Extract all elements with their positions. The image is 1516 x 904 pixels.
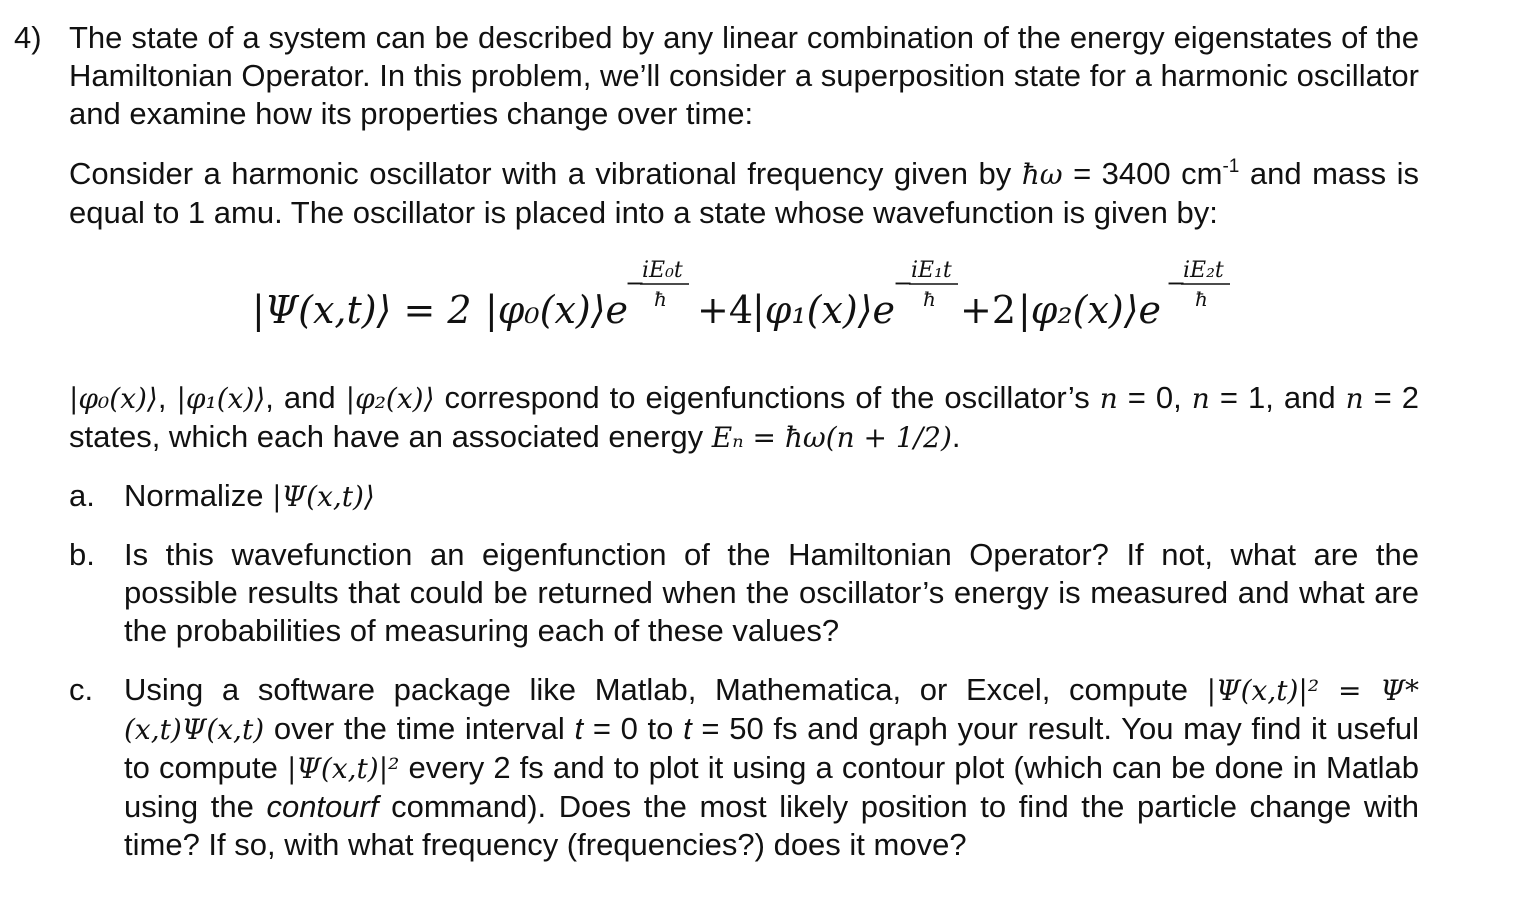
equation-exp2: iE₂t — [1183, 258, 1224, 283]
hbar-omega: ħω — [1021, 158, 1063, 191]
part-c-text-5: every 2 fs and to plot it using a contour plot (which can be done in Matlab using the — [124, 750, 1419, 824]
part-c — [69, 671, 1419, 864]
part-a-math: |Ψ(x,t)⟩ — [272, 480, 375, 513]
eigen-text-1: correspond to eigenfunctions of the oscillator’s — [434, 380, 1100, 415]
time-symbol-1: t — [683, 711, 692, 746]
separator-1: , — [157, 380, 177, 415]
equation-minus-1: − — [893, 269, 914, 297]
part-c-text-3: = 0 to — [583, 711, 684, 746]
setup-paragraph — [69, 155, 1419, 232]
intro-paragraph: The state of a system can be described by any linear combination of the energy eigenstates of the Hamiltonian Operator. In this problem, we’ll consider a superposition state for a harmonic oscillator and examine how its properties change over time: — [69, 20, 1419, 131]
eigenfunction-note — [69, 379, 1419, 457]
part-a-label: a. — [69, 478, 95, 513]
wavefunction-equation — [252, 248, 1252, 358]
part-a — [69, 477, 1419, 516]
matlab-command: contourf — [266, 789, 379, 824]
setup-text-2: = 3400 cm — [1062, 156, 1223, 191]
n-symbol-0: n — [1099, 382, 1118, 415]
ket-phi2: |φ₂(x)⟩ — [345, 382, 435, 415]
part-b — [69, 536, 1419, 650]
equation-hbar-0: ħ — [654, 287, 667, 311]
equation-hbar-1: ħ — [923, 287, 936, 311]
part-b-text: Is this wavefunction an eigenfunction of the Hamiltonian Operator? If not, what are the possible results that could be returned when the oscillator’s energy is measured and what are the probabilities of measuring each of these values? — [124, 537, 1419, 648]
part-c-text — [124, 671, 1419, 864]
eigen-eq2: = 2 states, which each have an associated energy — [69, 380, 1420, 454]
eigen-eq0: = 0, — [1117, 380, 1192, 415]
equation-plus-4: +4 — [697, 288, 754, 332]
ket-phi1: |φ₁(x)⟩ — [176, 382, 266, 415]
part-c-text-1: Using a software package like Matlab, Mathematica, or Excel, compute — [124, 672, 1207, 707]
part-a-text — [124, 477, 1419, 516]
equation-minus-0: − — [625, 269, 646, 297]
setup-text-3: and mass is equal to 1 amu. The oscillator is placed into a state whose wavefunction is given by: — [69, 156, 1420, 230]
equation-hbar-2: ħ — [1195, 287, 1208, 311]
probability-density: |Ψ(x,t)|² — [286, 752, 400, 785]
ket-phi0: |φ₀(x)⟩ — [69, 382, 158, 415]
part-c-label: c. — [69, 672, 94, 707]
equation-plus-2: +2 — [960, 288, 1017, 332]
setup-superscript: -1 — [1222, 156, 1240, 177]
part-c-text-2: over the time interval — [264, 711, 575, 746]
n-symbol-1: n — [1191, 382, 1210, 415]
equation-ket2: |φ₂(x)⟩e — [1018, 288, 1162, 332]
time-symbol-0: t — [574, 711, 584, 746]
part-a-prompt: Normalize — [124, 478, 273, 513]
equation-exp1: iE₁t — [911, 258, 952, 283]
part-c-text-6: command). Does the most likely position to find the particle change with time? If so, with what frequency (frequencies?) does it move? — [124, 789, 1420, 862]
equation-lhs: |Ψ(x,t)⟩ = 2 — [252, 288, 472, 332]
energy-formula: Eₙ = ħω(n + 1/2) — [711, 421, 952, 454]
part-b-label: b. — [69, 537, 95, 572]
separator-2: , and — [265, 380, 346, 415]
equation-ket0: |φ₀(x)⟩e — [485, 288, 629, 332]
equation-minus-2: − — [1166, 269, 1187, 297]
n-symbol-2: n — [1345, 382, 1364, 415]
setup-text-1: Consider a harmonic oscillator with a vibrational frequency given by — [69, 156, 1022, 191]
part-c-text-4: = 50 fs and graph your result. You may find it useful to compute — [124, 711, 1419, 785]
probability-density-definition: |Ψ(x,t)|² = Ψ*(x,t)Ψ(x,t) — [124, 674, 1419, 746]
eigen-end: . — [951, 419, 961, 454]
equation-ket1: |φ₁(x)⟩e — [752, 288, 896, 332]
eigen-eq1: = 1, and — [1209, 380, 1346, 415]
problem-number: 4) — [14, 20, 42, 55]
equation-exp0: iE₀t — [642, 258, 683, 283]
